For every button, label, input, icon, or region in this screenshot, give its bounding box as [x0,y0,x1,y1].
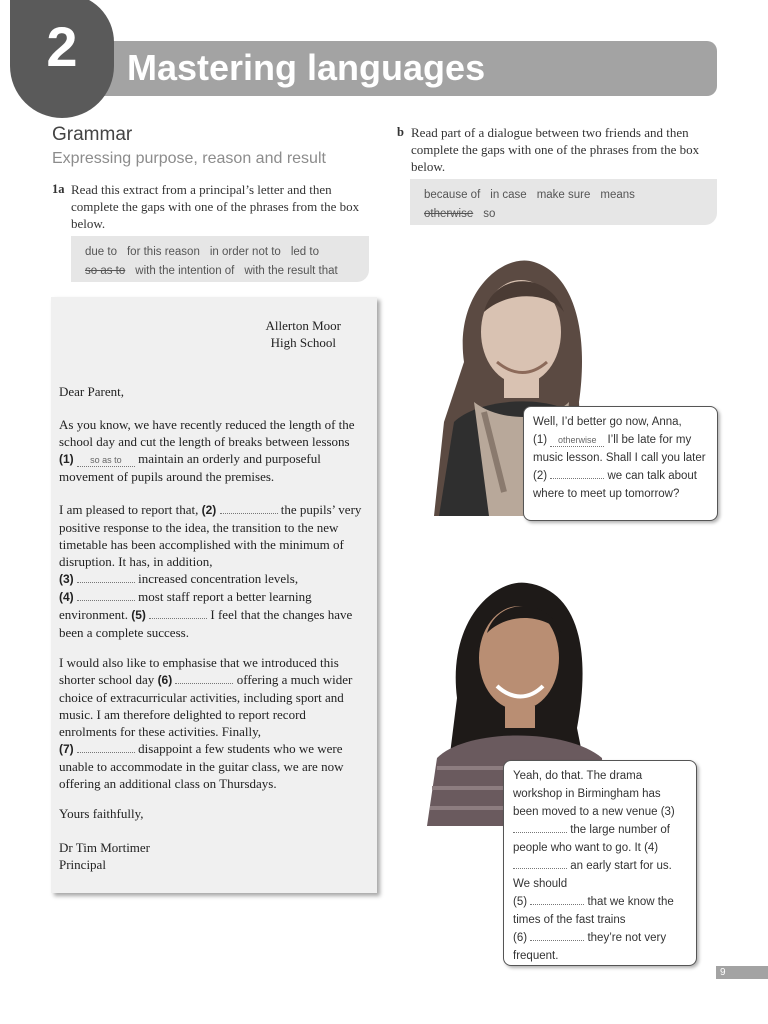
gap-label: (3) [59,572,74,586]
gap-label: (4) [59,590,74,604]
gap-label: (5) [131,608,146,622]
gap-label: (2) [201,503,217,517]
phrase-option: with the result that [244,265,338,277]
gap-field[interactable] [220,502,278,514]
exercise-b-number: b [397,125,404,139]
gap-label: (3) [660,806,675,818]
section-subtitle: Expressing purpose, reason and result [52,150,326,167]
letter-address [51,317,341,351]
gap-answer-field[interactable]: so as to [77,455,135,467]
gap-field[interactable] [530,893,584,905]
gap-label: (1) [533,434,548,446]
page-title: Mastering languages [127,47,486,88]
gap-field[interactable] [513,857,567,869]
phrase-option-used: otherwise [424,208,474,220]
gap-label: (7) [59,742,74,756]
phrase-option: for this reason [126,246,200,258]
gap-field[interactable] [175,672,233,684]
letter-signature [59,839,365,873]
gap-label: (6) [513,932,528,944]
exercise-1a-instruction: Read this extract from a principal’s letter and then complete the gaps with one of the phrases from the box below. [71,182,360,231]
gap-field[interactable] [77,571,135,583]
phrase-option: means [600,189,635,201]
phrase-option: make sure [536,189,591,201]
letter-salutation: Dear Parent, [59,384,124,399]
gap-field[interactable] [77,741,135,753]
page-number: 9 [716,966,768,979]
signature-title: Principal [59,857,106,872]
letter-paragraph-3: I would also like to emphasise that we introduced this shorter school day (6) offering a much wider choice of extracurricular activities, including sport and music. I am therefore delighted to report record enrolments for these activities. Finally, (7) disappoint a few students who we were unable to accommodate in the guitar class, we are now offering an additional class on Thursdays. [59,655,353,791]
gap-field[interactable] [513,821,567,833]
letter-paragraph-1: As you know, we have recently reduced the length of the school day and cut the length of breaks between lessons (1) so as to maintain an orderly and purposeful movement of pupils around the premises. [59,417,355,484]
gap-field[interactable] [550,467,604,479]
principal-letter [51,297,377,893]
exercise-1a-number: 1a [52,182,65,196]
section-title: Grammar [52,124,133,145]
gap-label: (1) [59,452,74,466]
gap-answer-field[interactable]: otherwise [550,435,604,447]
gap-label: (5) [513,896,528,908]
speech-bubble-1: Well, I’d better go now, Anna, (1) otherwise I’ll be late for my music lesson. Shall I call you later (2) we can talk about where to meet up tomorrow? [523,406,718,521]
phrase-option: with the intention of [135,265,235,277]
gap-label: (6) [157,673,173,687]
gap-label: (4) [644,842,659,854]
letter-paragraph-2: I am pleased to report that, (2) the pupils’ very positive response to the idea, the transition to the new timetable has been accomplished with the minimum of disruption. It has, in addition, (3) increased concentration levels, (4) most staff report a better learning environment. (5) I feel that the changes have been a complete success. [59,502,362,640]
phrase-option: led to [290,246,319,258]
phrase-option: due to [85,246,117,258]
exercise-b-instruction: Read part of a dialogue between two friends and then complete the gaps with one of the phrases from the box below. [411,125,700,174]
gap-field[interactable] [149,607,207,619]
gap-field[interactable] [77,589,135,601]
phrase-option-used: so as to [85,265,126,277]
gap-label: (2) [533,470,548,482]
unit-badge [10,0,114,118]
unit-number: 2 [46,15,78,78]
phrase-box-b [410,179,717,225]
speech-bubble-2: Yeah, do that. The drama workshop in Birmingham has been moved to a new venue (3) the large number of people who want to go. It (4) an early start for us. We should (5) that we know the times of the fast trains (6) they’re not very frequent. [503,760,697,966]
phrase-option: so [483,208,496,220]
phrase-option: because of [424,189,481,201]
phrase-option: in order not to [209,246,281,258]
phrase-box-1a [71,236,369,282]
gap-field[interactable] [530,929,584,941]
phrase-option: in case [490,189,527,201]
signature-name: Dr Tim Mortimer [59,840,151,855]
address-line-2: High School [270,335,336,350]
address-line-1: Allerton Moor [265,318,341,333]
letter-closing: Yours faithfully, [59,806,144,821]
